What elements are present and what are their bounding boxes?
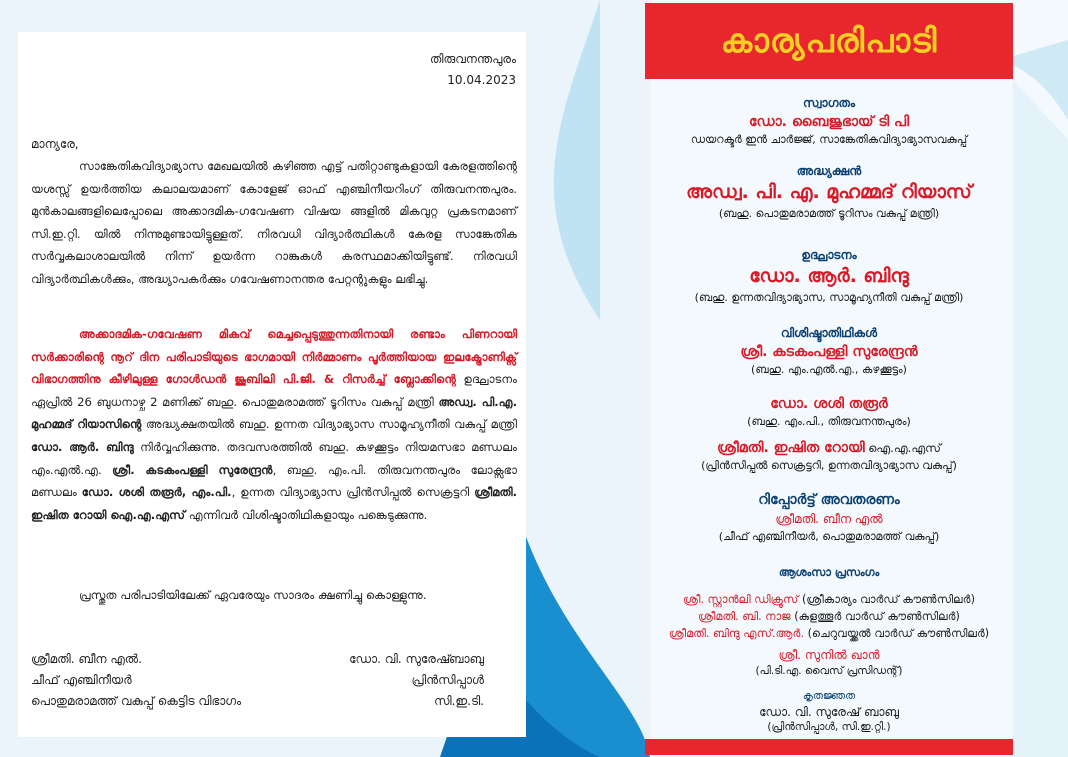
section-role: വിശിഷ്ടാതിഥികൾ bbox=[780, 326, 878, 340]
person-designation: (ചീഫ് എഞ്ചിനീയർ, പൊതുമരാമത്ത് വകുപ്പ്) bbox=[718, 530, 940, 543]
felicitation-speakers bbox=[645, 591, 1013, 642]
signature-name: ഡോ. വി. സുരേഷ്ബാബു bbox=[349, 652, 484, 666]
highlight-text: അക്കാദമിക-ഗവേഷണ മികവ് മെച്ചപ്പെടുത്തുന്നതിനായി രണ്ടാം പിണറായി സർക്കാരിന്റെ നൂറ് ദിന പരിപാടിയുടെ ഭാഗമായി നിർമ്മാണം പൂർത്തിയായ ഇലക്ട്രോണിക്സ് വിഭാഗത്തിനു കീഴിലുള്ള ഗോൾഡൻ ജൂബിലി പി.ജി. & റിസർച്ച് ബ്ലോക്കിന്റെ bbox=[31, 327, 517, 387]
guest-name: ശ്രീമതി. ഇഷിത റോയി bbox=[717, 440, 865, 456]
pta-speaker bbox=[645, 648, 1013, 678]
guest-name: ശ്രീ. കടകംപള്ളി സുരേന്ദ്രൻ bbox=[740, 344, 918, 360]
body-text: ഉദ്ഘാടനം ഏപ്രിൽ 26 ബുധനാഴ്ച 2 മണിക്ക് ബഹു. പൊതുമരാമത്ത് ടൂറിസം വകുപ്പ് മന്ത്രി bbox=[31, 372, 517, 409]
speaker-name: ശ്രീ. സുനിൽ ഖാൻ bbox=[778, 648, 880, 662]
guest-designation: (ബഹു. എം.പി., തിരുവനന്തപുരം) bbox=[747, 415, 911, 428]
section-role: ആശംസാ പ്രസംഗം bbox=[778, 566, 880, 579]
person-name: അഡ്വ. പി. എ. മുഹമ്മദ് റിയാസ് bbox=[686, 181, 972, 203]
report-section bbox=[645, 492, 1013, 544]
program-schedule bbox=[645, 0, 1013, 757]
person-designation: (ബഹു. പൊതുമരാമത്ത് ടൂറിസം വകുപ്പ് മന്ത്രി) bbox=[718, 207, 940, 220]
person-name: ഡോ. ബൈജുഭായ് ടി പി bbox=[749, 114, 909, 130]
highlight-text: ഡോ. ശശി തരൂർ, എം.പി. bbox=[81, 485, 232, 500]
speaker-name: ശ്രീ. സ്റ്റാൻലി ഡിക്രൂസ് bbox=[683, 593, 799, 606]
program-title-banner bbox=[645, 3, 1013, 79]
felicitation-heading bbox=[645, 566, 1013, 580]
section-role: ഉദ്ഘാടനം bbox=[801, 248, 857, 262]
speaker-designation: (പി.ടി.എ. വൈസ് പ്രസിഡന്റ്) bbox=[755, 665, 903, 677]
highlight-text: ശ്രീമതി. ഇഷിത റോയി ഐ.എ.എസ് bbox=[31, 485, 518, 522]
signature-left bbox=[31, 649, 241, 712]
speaker-ward: (കുളത്തൂർ വാർഡ് കൗൺസിലർ) bbox=[790, 610, 960, 623]
body-text: , ബഹു. എം.പി. തിരുവനന്തപുരം ലോക്സഭാ മണ്ഡലം bbox=[31, 462, 518, 500]
signature-institution: സി.ഇ.ടി. bbox=[434, 694, 484, 708]
program-bottom-bar bbox=[645, 739, 1013, 755]
speaker-ward: (ചെറുവയ്ക്കൽ വാർഡ് കൗൺസിലർ) bbox=[804, 627, 990, 640]
letter-date: 10.04.2023 bbox=[447, 73, 516, 87]
body-text: നിർവ്വഹിക്കുന്നു. തദവസരത്തിൽ ബഹു. കഴക്കൂട്ടം നിയമസഭാ മണ്ഡലം എം.എൽ.എ. bbox=[31, 439, 517, 477]
highlight-text: ശ്രീ. കടകംപള്ളി സുരേന്ദ്രൻ bbox=[112, 462, 273, 477]
invitation-letter bbox=[18, 32, 526, 737]
section-role: കൃതജ്ഞത bbox=[802, 690, 856, 702]
letter-salutation: മാന്യരേ, bbox=[31, 137, 79, 151]
letter-paragraph-2 bbox=[31, 323, 517, 526]
body-text: , ഉന്നത വിദ്യാഭ്യാസ പ്രിൻസിപ്പൽ സെക്രട്ടറി bbox=[231, 485, 475, 500]
signature-designation: ചീഫ് എഞ്ചിനീയർ bbox=[31, 673, 132, 687]
person-name: ഡോ. ആർ. ബിന്ദു bbox=[749, 265, 909, 287]
speaker-ward: (ശ്രീകാര്യം വാർഡ് കൗൺസിലർ) bbox=[798, 593, 975, 606]
inauguration-section bbox=[645, 248, 1013, 305]
highlight-text: ഡോ. ആർ. ബിന്ദു bbox=[31, 439, 134, 454]
signature-designation: പ്രിൻസിപ്പാൾ bbox=[411, 673, 484, 687]
guest-name: ഡോ. ശശി തരൂർ bbox=[770, 396, 888, 412]
section-role: അദ്ധ്യക്ഷൻ bbox=[796, 164, 862, 178]
program-title: കാര്യപരിപാടി bbox=[720, 21, 938, 60]
highlight-text: അഡ്വ. പി.എ. മുഹമ്മദ് റിയാസിന്റെ bbox=[31, 394, 517, 432]
guest-designation: (ബഹു. എം.എൽ.എ., കഴക്കൂട്ടം) bbox=[751, 363, 907, 376]
speaker-line bbox=[645, 625, 1013, 642]
section-role: സ്വാഗതം bbox=[802, 96, 856, 110]
welcome-section bbox=[645, 96, 1013, 147]
thanks-section bbox=[645, 690, 1013, 734]
person-designation: (പ്രിൻസിപ്പാൾ, സി.ഇ.റ്റി.) bbox=[767, 721, 891, 733]
speaker-line bbox=[645, 591, 1013, 608]
guest-designation: (പ്രിൻസിപ്പൽ സെക്രട്ടറി, ഉന്നതവിദ്യാഭ്യാസ വകുപ്പ്) bbox=[701, 459, 957, 472]
speaker-name: ശ്രീമതി. ബി. നാജ bbox=[698, 610, 791, 623]
letter-paragraph-3: പ്രസ്തുത പരിപാടിയിലേക്ക് ഏവരേയും സാദരം ക്ഷണിച്ചു കൊള്ളുന്നു. bbox=[79, 588, 427, 602]
person-name: ഡോ. വി. സുരേഷ് ബാബു bbox=[759, 705, 899, 719]
guest-suffix: ഐ.എ.എസ് bbox=[864, 441, 941, 455]
person-designation: ഡയറക്ടർ ഇൻ ചാർജ്ജ്, സാങ്കേതികവിദ്യാഭ്യാസവകുപ്പ് bbox=[690, 133, 968, 146]
letter-city: തിരുവനന്തപുരം bbox=[429, 52, 516, 66]
body-text: അദ്ധ്യക്ഷതയിൽ ബഹു. ഉന്നത വിദ്യാഭ്യാസ സാമൂഹ്യനീതി വകുപ്പ് മന്ത്രി bbox=[141, 417, 518, 432]
guest-2 bbox=[645, 396, 1013, 429]
body-text: എന്നിവർ വിശിഷ്ടാതിഥികളായും പങ്കെടുക്കുന്നു. bbox=[185, 507, 428, 522]
speaker-name: ശ്രീമതി. ബിന്ദു എസ്.ആർ. bbox=[668, 627, 805, 640]
person-name: ശ്രീമതി. ബീന എൽ bbox=[775, 512, 883, 526]
signature-name: ശ്രീമതി. ബീന എൽ. bbox=[31, 652, 142, 666]
signature-right bbox=[349, 649, 484, 712]
president-section bbox=[645, 164, 1013, 221]
section-role: റിപ്പോർട്ട് അവതരണം bbox=[758, 492, 900, 508]
letter-paragraph-1: സാങ്കേതികവിദ്യാഭ്യാസ മേഖലയിൽ കഴിഞ്ഞ എട്ട് പതിറ്റാണ്ടുകളായി കേരളത്തിന്റെ യശസ്സ് ഉയർത്തിയ കലാലയമാണ് കോളേജ് ഓഫ് എഞ്ചിനീയറിംഗ് തിരുവനന്തപുരം. മുൻകാലങ്ങളിലെപ്പോലെ അക്കാദമിക-ഗവേഷണ വിഷയ ങ്ങളിൽ മികവുറ്റ പ്രകടനമാണ് സി.ഇ.റ്റി. യിൽ നിന്നുമുണ്ടായിട്ടുള്ളത്. നിരവധി വിദ്യാർത്ഥികൾ കേരള സാങ്കേതിക സർവ്വകലാശാലയിൽ നിന്ന് ഉയർന്ന റാങ്കുകൾ കരസ്ഥമാക്കിയിട്ടുണ്ട്. നിരവധി വിദ്യാർത്ഥികൾക്കും, അദ്ധ്യാപകർക്കും ഗവേഷണാനന്തര പേറ്റന്റുകളും ലഭിച്ചു. bbox=[31, 159, 517, 286]
guests-section bbox=[645, 326, 1013, 377]
signature-department: പൊതുമരാമത്ത് വകുപ്പ് കെട്ടിട വിഭാഗം bbox=[31, 694, 242, 708]
guest-3 bbox=[645, 440, 1013, 473]
person-designation: (ബഹു. ഉന്നതവിദ്യാഭ്യാസ, സാമൂഹ്യനീതി വകുപ്പ് മന്ത്രി) bbox=[694, 291, 964, 304]
speaker-line bbox=[645, 608, 1013, 625]
